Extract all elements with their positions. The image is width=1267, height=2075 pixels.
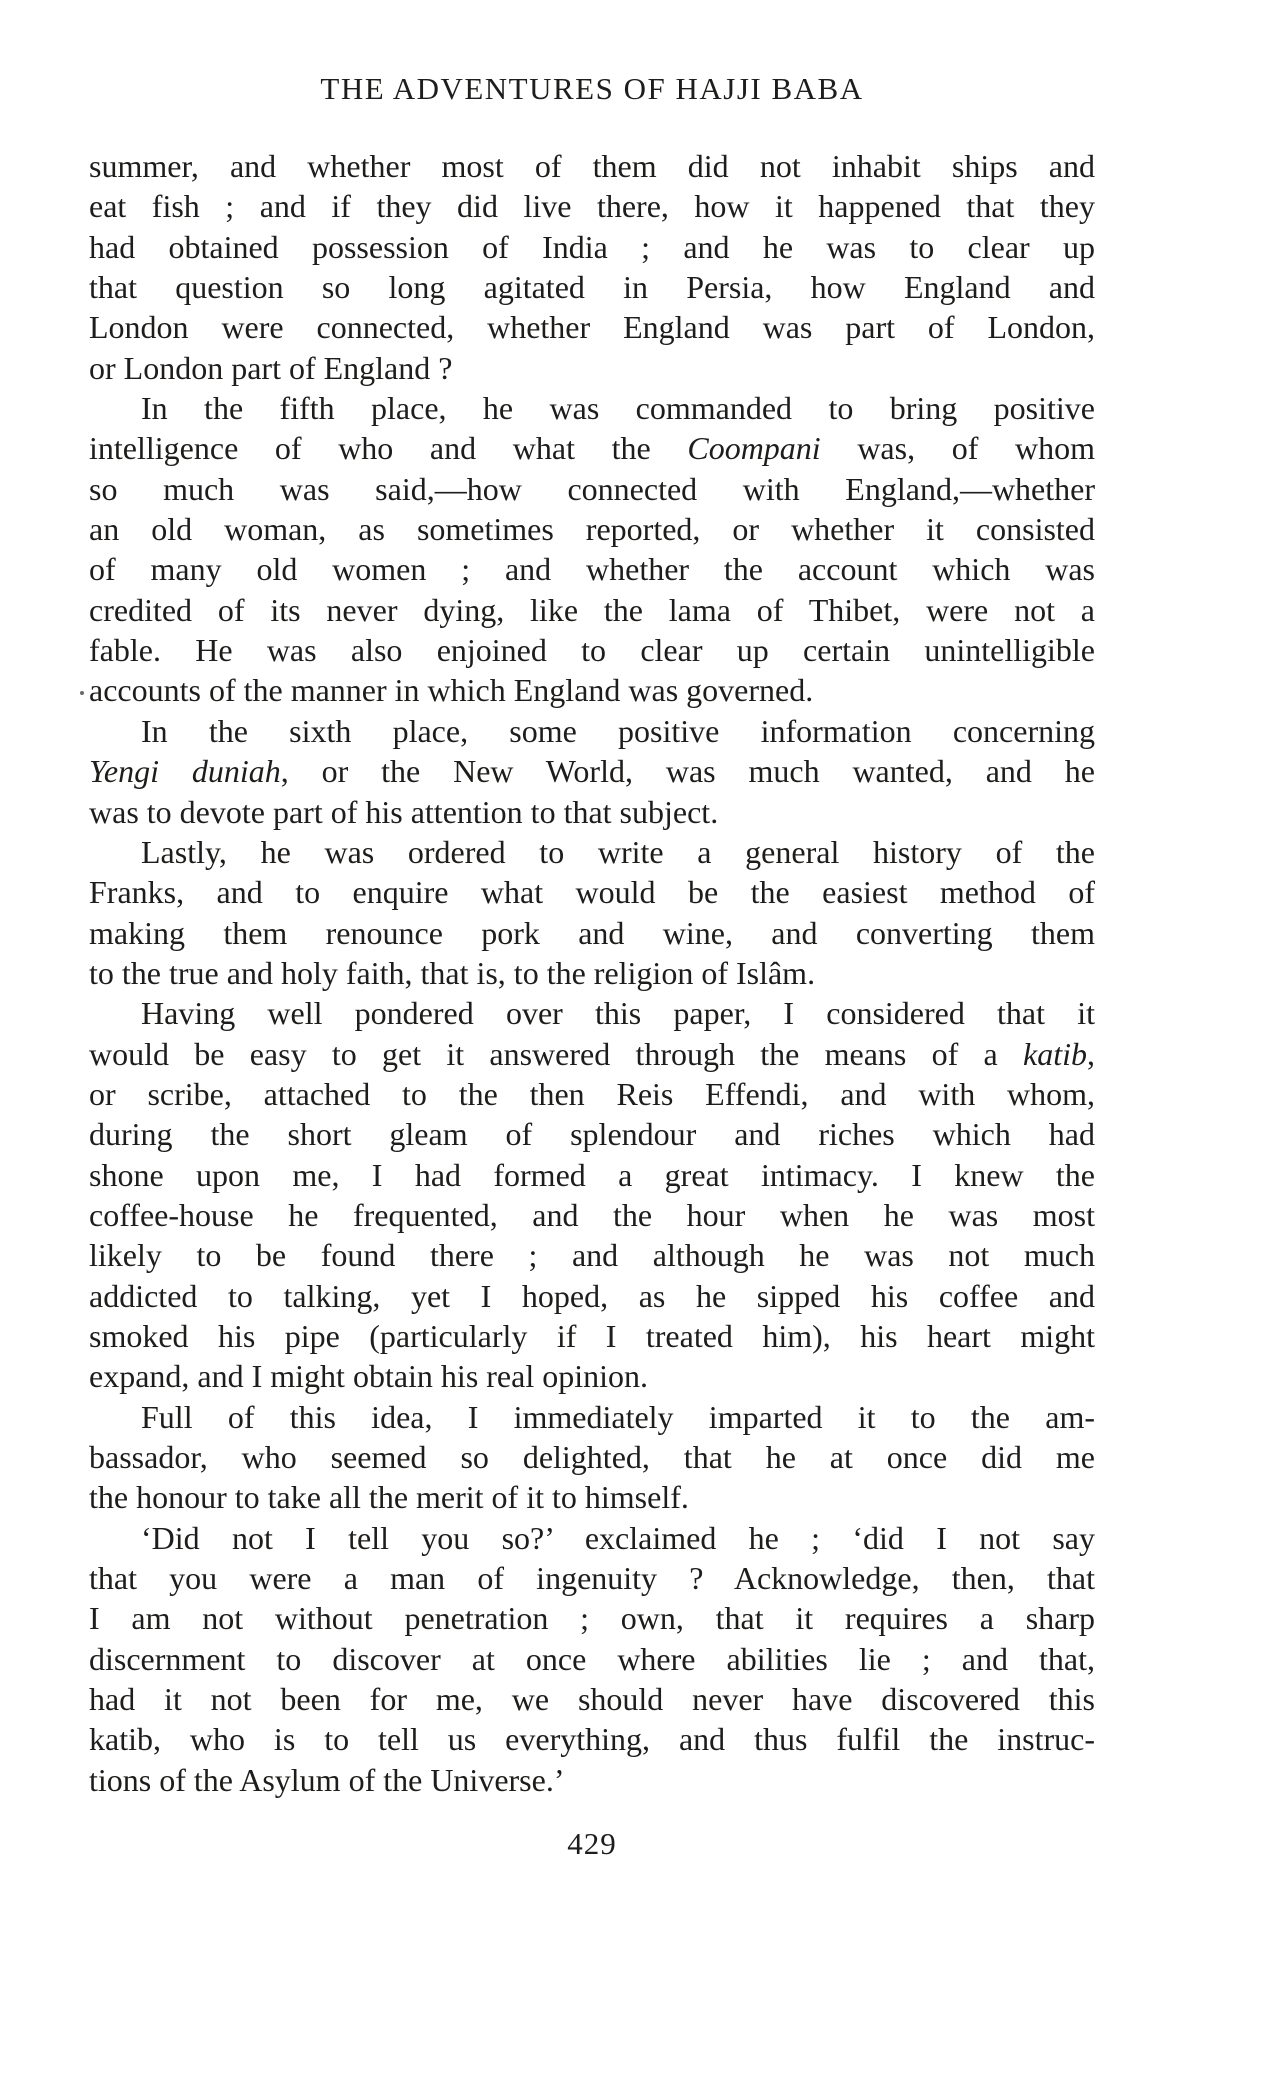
italic-term-yengi-duniah: Yengi duniah — [89, 753, 281, 790]
running-head-title: THE ADVENTURES OF HAJJI BABA — [320, 71, 864, 106]
text-line: katib, who is to tell us everything, and thus fulfil the instruc- — [89, 1721, 1095, 1758]
text-line: expand, and I might obtain his real opinion. — [89, 1358, 648, 1395]
text-line: Having well pondered over this paper, I considered that it — [141, 995, 1095, 1032]
text-line: was to devote part of his attention to that subject. — [89, 793, 719, 830]
italic-term-coompani: Coompani — [687, 430, 821, 467]
text-line: so much was said,—how connected with England,—whether — [89, 470, 1095, 507]
text-line: Full of this idea, I immediately imparted it to the am- — [141, 1398, 1095, 1435]
paragraph-2 — [89, 388, 1095, 711]
text-line: of many old women ; and whether the account which was — [89, 551, 1095, 588]
text-line: In the fifth place, he was commanded to bring positive — [141, 390, 1095, 427]
text-line: or London part of England ? — [89, 349, 453, 386]
text-line: bassador, who seemed so delighted, that he at once did me — [89, 1439, 1095, 1475]
paragraph-1 — [89, 146, 1095, 388]
text-line — [89, 751, 1095, 791]
text-line: coffee-house he frequented, and the hour when he was most — [89, 1196, 1095, 1233]
text-line: that you were a man of ingenuity ? Acknowledge, then, that — [89, 1560, 1095, 1597]
text-run: intelligence of who and what the — [89, 430, 688, 467]
text-line: summer, and whether most of them did not inhabit ships and — [89, 148, 1095, 184]
text-line: ‘Did not I tell you so?’ exclaimed he ; ‘did I not say — [141, 1519, 1095, 1556]
text-line: likely to be found there ; and although he was not much — [89, 1237, 1095, 1274]
text-line: smoked his pipe (particularly if I treated him), his heart might — [89, 1317, 1095, 1354]
text-run: would be easy to get it answered through the means of a — [89, 1035, 1024, 1072]
text-line: fable. He was also enjoined to clear up certain unintelligible — [89, 632, 1095, 669]
body-text — [89, 146, 1095, 1800]
text-line: during the short gleam of splendour and riches which had — [89, 1116, 1095, 1153]
margin-speck — [80, 691, 84, 695]
text-line: Franks, and to enquire what would be the easiest method of — [89, 874, 1095, 911]
text-line: addicted to talking, yet I hoped, as he sipped his coffee and — [89, 1277, 1095, 1314]
paragraph-3 — [89, 711, 1095, 832]
text-line: credited of its never dying, like the lama of Thibet, were not a — [89, 591, 1095, 628]
paragraph-6 — [89, 1397, 1095, 1518]
text-line: tions of the Asylum of the Universe.’ — [89, 1761, 565, 1798]
text-line: London were connected, whether England was part of London, — [89, 309, 1095, 346]
paragraph-7 — [89, 1518, 1095, 1800]
text-line: had obtained possession of India ; and he was to clear up — [89, 228, 1095, 265]
text-line: Lastly, he was ordered to write a general history of the — [141, 833, 1095, 870]
text-line: that question so long agitated in Persia, how England and — [89, 269, 1095, 306]
paragraph-4 — [89, 832, 1095, 993]
text-line: had it not been for me, we should never have discovered this — [89, 1681, 1095, 1718]
text-run: , or the New World, was much wanted, and he — [280, 753, 1096, 790]
text-line: eat fish ; and if they did live there, how it happened that they — [89, 188, 1095, 225]
text-line: making them renounce pork and wine, and converting them — [89, 914, 1095, 951]
text-line: In the sixth place, some positive information concerning — [141, 712, 1095, 749]
text-line: accounts of the manner in which England was governed. — [89, 672, 814, 709]
text-run: , — [1087, 1035, 1095, 1072]
text-line — [89, 428, 1095, 468]
italic-term-katib: katib — [1023, 1035, 1087, 1072]
text-line: discernment to discover at once where abilities lie ; and that, — [89, 1640, 1095, 1677]
text-line: I am not without penetration ; own, that it requires a sharp — [89, 1600, 1095, 1637]
paragraph-5 — [89, 993, 1095, 1396]
text-line: shone upon me, I had formed a great intimacy. I knew the — [89, 1156, 1095, 1193]
text-line: or scribe, attached to the then Reis Effendi, and with whom, — [89, 1075, 1095, 1112]
page-number: 429 — [567, 1826, 617, 1861]
text-run: was, of whom — [820, 430, 1096, 467]
text-line: to the true and holy faith, that is, to the religion of Islâm. — [89, 954, 816, 991]
text-line: an old woman, as sometimes reported, or whether it consisted — [89, 511, 1095, 548]
text-line: the honour to take all the merit of it to himself. — [89, 1479, 689, 1516]
text-line — [89, 1034, 1095, 1074]
